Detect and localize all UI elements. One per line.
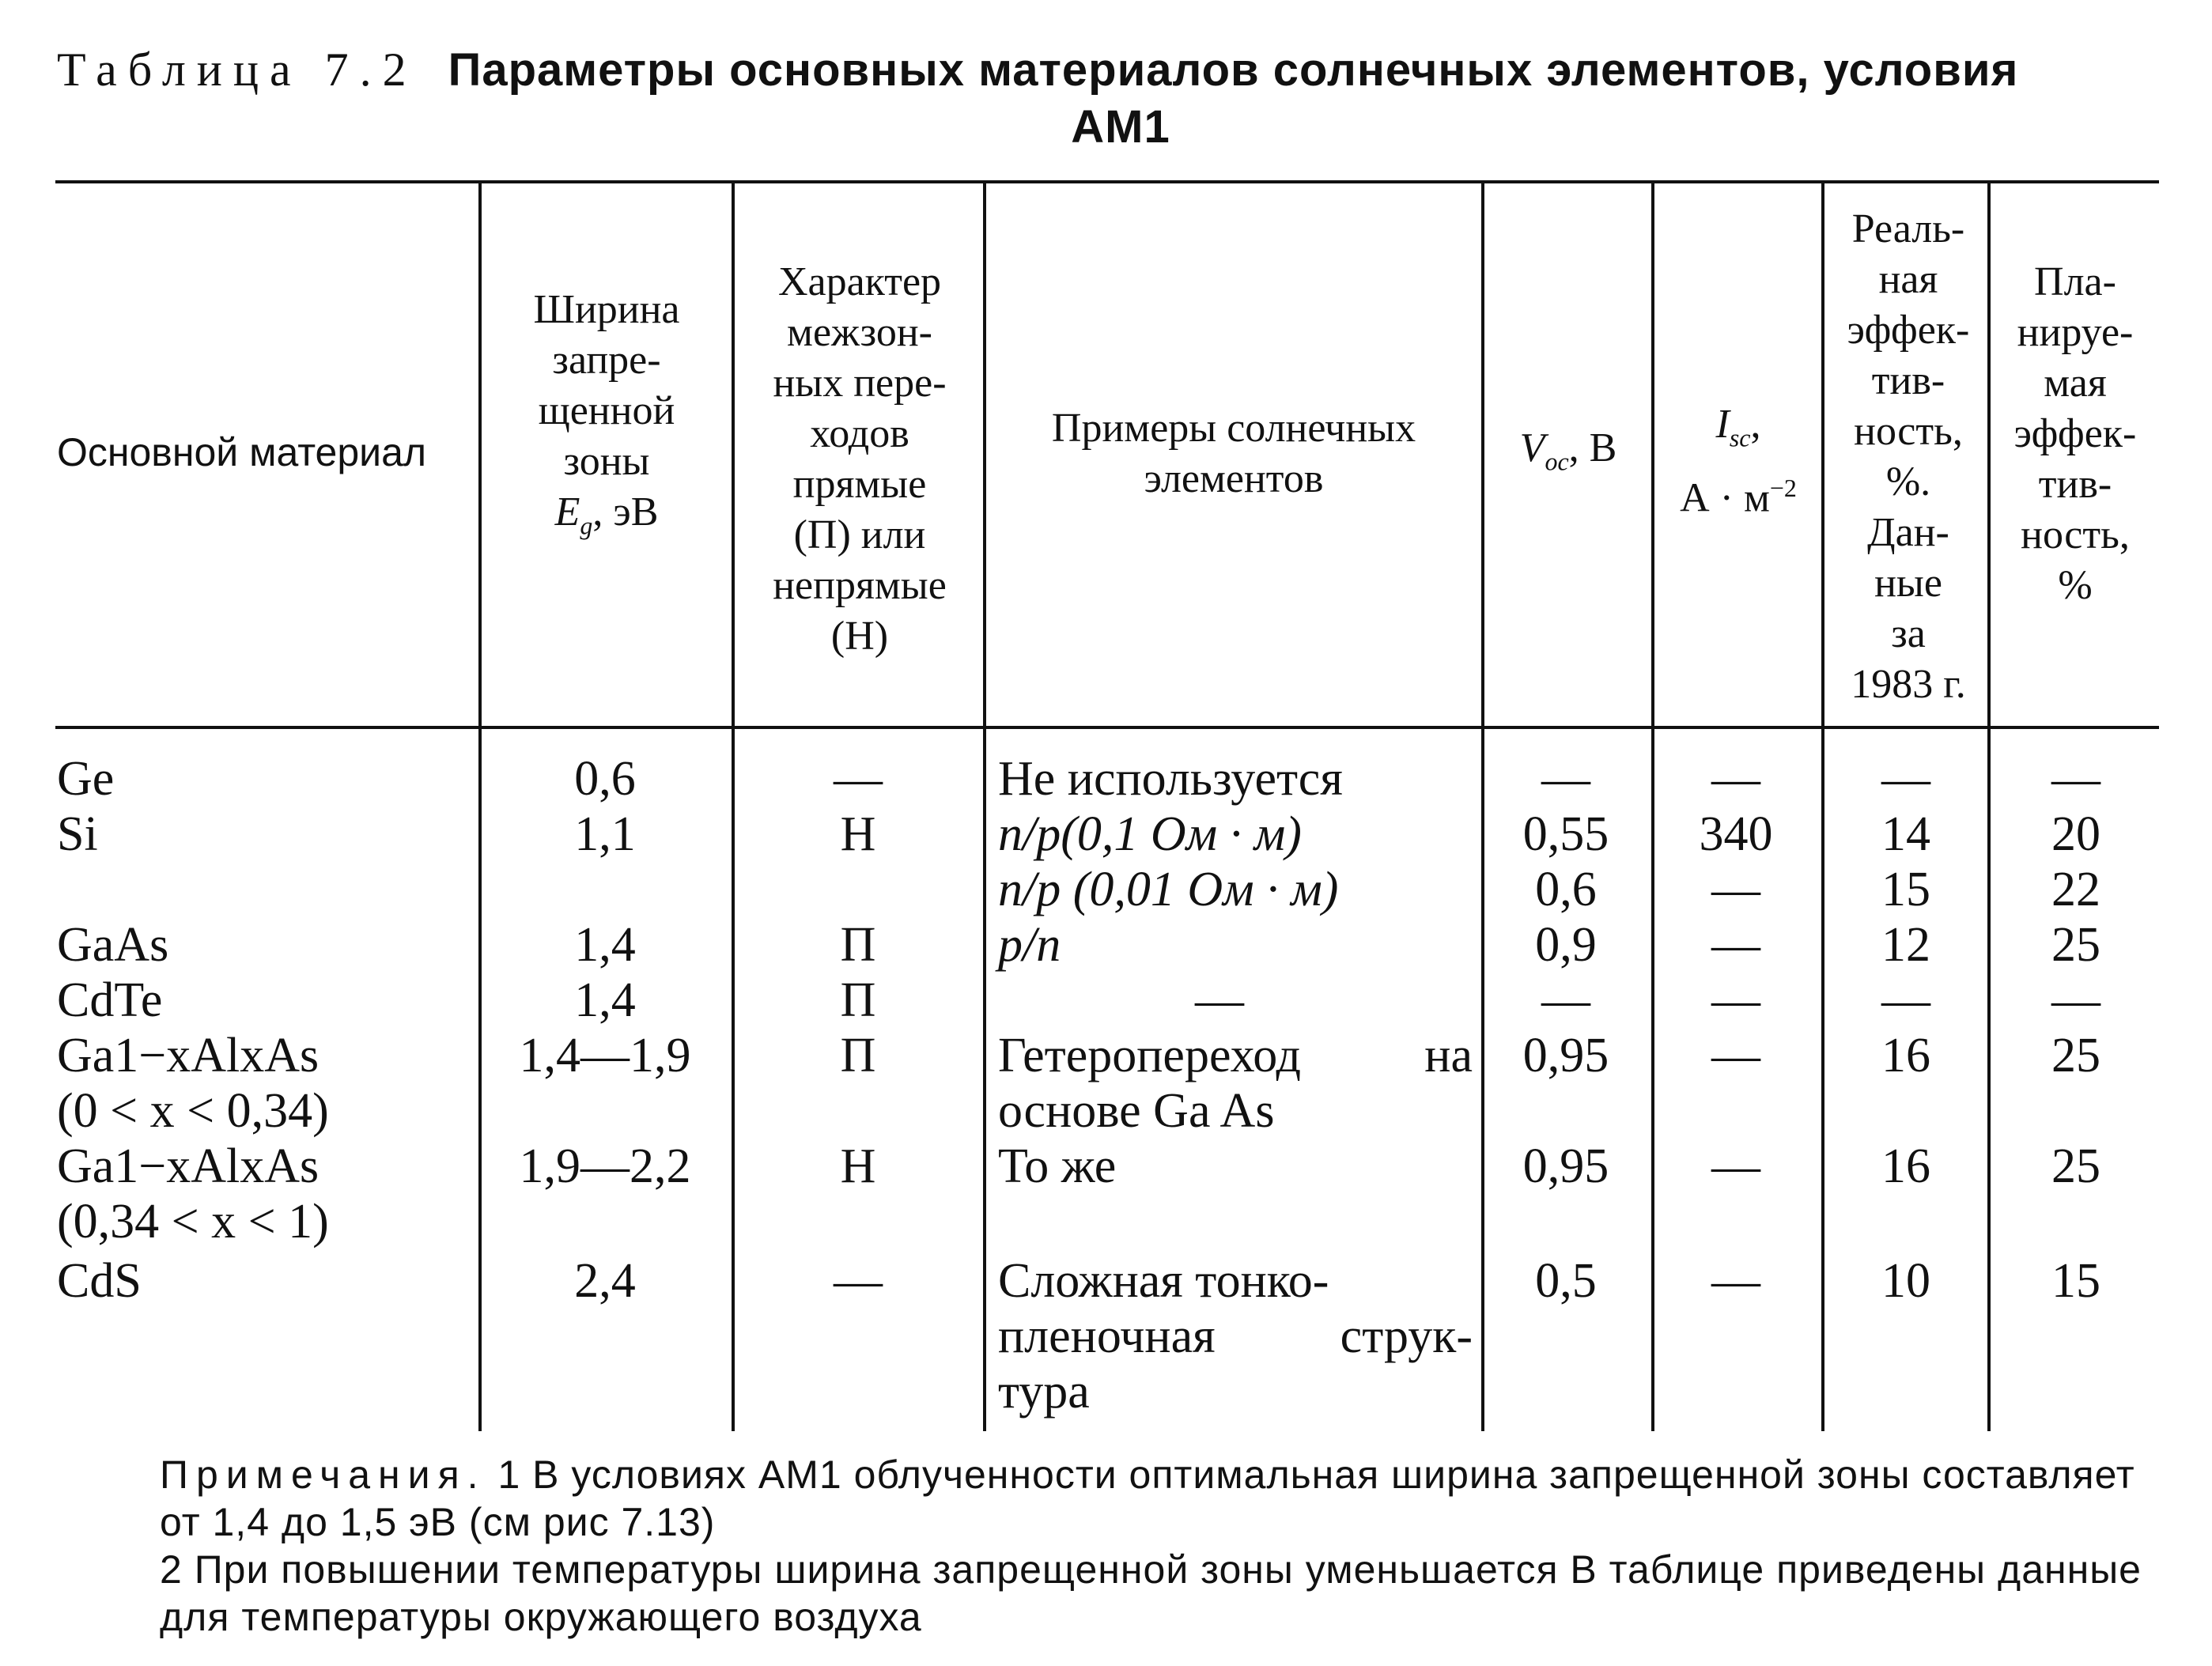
cell-transition: П xyxy=(840,918,876,972)
cell-real-eff: — xyxy=(1881,973,1930,1027)
cell-material xyxy=(57,1028,329,1139)
column-divider xyxy=(1651,182,1654,1431)
cell-voc: 0,95 xyxy=(1522,1139,1609,1193)
table-top-rule xyxy=(55,180,2159,183)
cell-real-eff: 12 xyxy=(1881,918,1930,972)
cell-material xyxy=(57,1139,329,1249)
example-line: тура xyxy=(998,1365,1090,1419)
cell-example xyxy=(998,1253,1473,1419)
cell-isc: 340 xyxy=(1699,807,1773,861)
cell-isc: — xyxy=(1711,918,1760,972)
cell-isc: — xyxy=(1711,1029,1760,1082)
cell-voc: — xyxy=(1541,752,1590,806)
cell-example: p/n xyxy=(998,918,1061,972)
column-divider xyxy=(1821,182,1824,1431)
material-line: Ga1−xAlxAs xyxy=(57,1139,320,1193)
cell-bandgap: 1,4—1,9 xyxy=(519,1029,691,1082)
cell-real-eff: 15 xyxy=(1881,863,1930,916)
cell-material: Si xyxy=(57,807,98,861)
cell-planned-eff: 25 xyxy=(2051,918,2100,972)
cell-bandgap: 1,1 xyxy=(574,807,636,861)
cell-voc: 0,9 xyxy=(1535,918,1597,972)
header-bandgap xyxy=(484,285,729,550)
cell-material: Ge xyxy=(57,752,115,806)
cell-planned-eff: 25 xyxy=(2051,1029,2100,1082)
cell-transition: — xyxy=(834,1254,883,1308)
header-bandgap-line: щенной xyxy=(538,388,675,433)
cell-example: n/p (0,01 Ом · м) xyxy=(998,863,1339,916)
column-divider xyxy=(732,182,735,1431)
header-material: Основной материал xyxy=(57,430,427,474)
example-line: основе Ga As xyxy=(998,1084,1275,1138)
header-bandgap-unit-line: $E_g$, эВ xyxy=(554,489,659,540)
header-bandgap-line: запре- xyxy=(552,338,661,383)
cell-bandgap: 1,9—2,2 xyxy=(519,1139,691,1193)
cell-planned-eff: — xyxy=(2051,973,2100,1027)
cell-planned-eff: 22 xyxy=(2051,863,2100,916)
cell-material: CdTe xyxy=(57,973,163,1027)
example-line: Гетеропереход на xyxy=(998,1029,1473,1082)
material-line: (0 < x < 0,34) xyxy=(57,1084,329,1138)
cell-real-eff: 16 xyxy=(1881,1029,1930,1082)
cell-planned-eff: 25 xyxy=(2051,1139,2100,1193)
notes-label: Примечания. xyxy=(160,1453,486,1497)
header-voc: $V_{oc}$, В xyxy=(1519,425,1617,476)
table-title: Параметры основных материалов солнечных элементов, условия xyxy=(448,44,2019,96)
cell-planned-eff: 15 xyxy=(2051,1254,2100,1308)
cell-transition: Н xyxy=(840,1139,876,1193)
cell-transition: П xyxy=(840,1029,876,1082)
column-divider xyxy=(983,182,986,1431)
header-real-efficiency: Реаль- ная эффек- тив- ность, %. Дан- ные за 1983 г. xyxy=(1847,206,1970,707)
column-divider xyxy=(478,182,482,1431)
cell-bandgap: 1,4 xyxy=(574,973,636,1027)
cell-isc: — xyxy=(1711,752,1760,806)
note-1-text: 1 В условиях AM1 облученности оптимальная ширина запрещенной зоны составляет от 1,4 до 1,5 эВ (см рис 7.13) xyxy=(160,1453,2135,1544)
example-line: пленочная струк- xyxy=(998,1309,1473,1363)
cell-isc: — xyxy=(1711,863,1760,916)
cell-material: CdS xyxy=(57,1254,142,1308)
header-examples: Примеры солнечных элементов xyxy=(1051,406,1416,501)
note-1 xyxy=(57,1451,2159,1546)
cell-voc: 0,5 xyxy=(1535,1254,1597,1308)
cell-transition: П xyxy=(840,973,876,1027)
cell-example: Не используется xyxy=(998,752,1343,806)
cell-example xyxy=(998,1028,1473,1139)
cell-material: GaAs xyxy=(57,918,169,972)
cell-isc: — xyxy=(1711,1139,1760,1193)
cell-isc: — xyxy=(1711,1254,1760,1308)
cell-isc: — xyxy=(1711,973,1760,1027)
table-notes xyxy=(57,1451,2159,1641)
cell-real-eff: 16 xyxy=(1881,1139,1930,1193)
cell-real-eff: — xyxy=(1881,752,1930,806)
header-bandgap-line: Ширина xyxy=(533,287,680,332)
example-line: Сложная тонко- xyxy=(998,1254,1329,1308)
cell-bandgap: 0,6 xyxy=(574,752,636,806)
cell-example: — xyxy=(1195,973,1244,1027)
cell-real-eff: 10 xyxy=(1881,1254,1930,1308)
cell-voc: — xyxy=(1541,973,1590,1027)
cell-example: n/p(0,1 Ом · м) xyxy=(998,807,1302,861)
cell-real-eff: 14 xyxy=(1881,807,1930,861)
material-line: Ga1−xAlxAs xyxy=(57,1029,320,1082)
header-isc: $I_{sc}$, $А \cdot м^{-2}$ xyxy=(1680,402,1797,521)
header-bottom-rule xyxy=(55,726,2159,729)
note-2: 2 При повышении температуры ширина запрещенной зоны уменьшается В таблице приведены данные для температуры окружающего воздуха xyxy=(160,1547,2142,1639)
cell-transition: — xyxy=(834,752,883,806)
table-caption xyxy=(57,41,2153,156)
table-title-line2: AM1 xyxy=(1071,101,1170,153)
cell-transition: Н xyxy=(840,807,876,861)
cell-bandgap: 1,4 xyxy=(574,918,636,972)
cell-voc: 0,95 xyxy=(1522,1029,1609,1082)
cell-voc: 0,6 xyxy=(1535,863,1597,916)
header-bandgap-line: зоны xyxy=(563,439,650,484)
cell-planned-eff: — xyxy=(2051,752,2100,806)
header-planned-efficiency: Пла- нируе- мая эффек- тив- ность, % xyxy=(2013,259,2137,608)
table-label: Таблица 7.2 xyxy=(57,43,418,96)
cell-planned-eff: 20 xyxy=(2051,807,2100,861)
column-divider xyxy=(1481,182,1484,1431)
header-transition-type: Характер межзон- ных пере- ходов прямые (П) или непрямые (Н) xyxy=(773,259,947,659)
material-line: (0,34 < x < 1) xyxy=(57,1195,329,1249)
cell-bandgap: 2,4 xyxy=(574,1254,636,1308)
cell-voc: 0,55 xyxy=(1522,807,1609,861)
cell-example: То же xyxy=(998,1139,1117,1193)
